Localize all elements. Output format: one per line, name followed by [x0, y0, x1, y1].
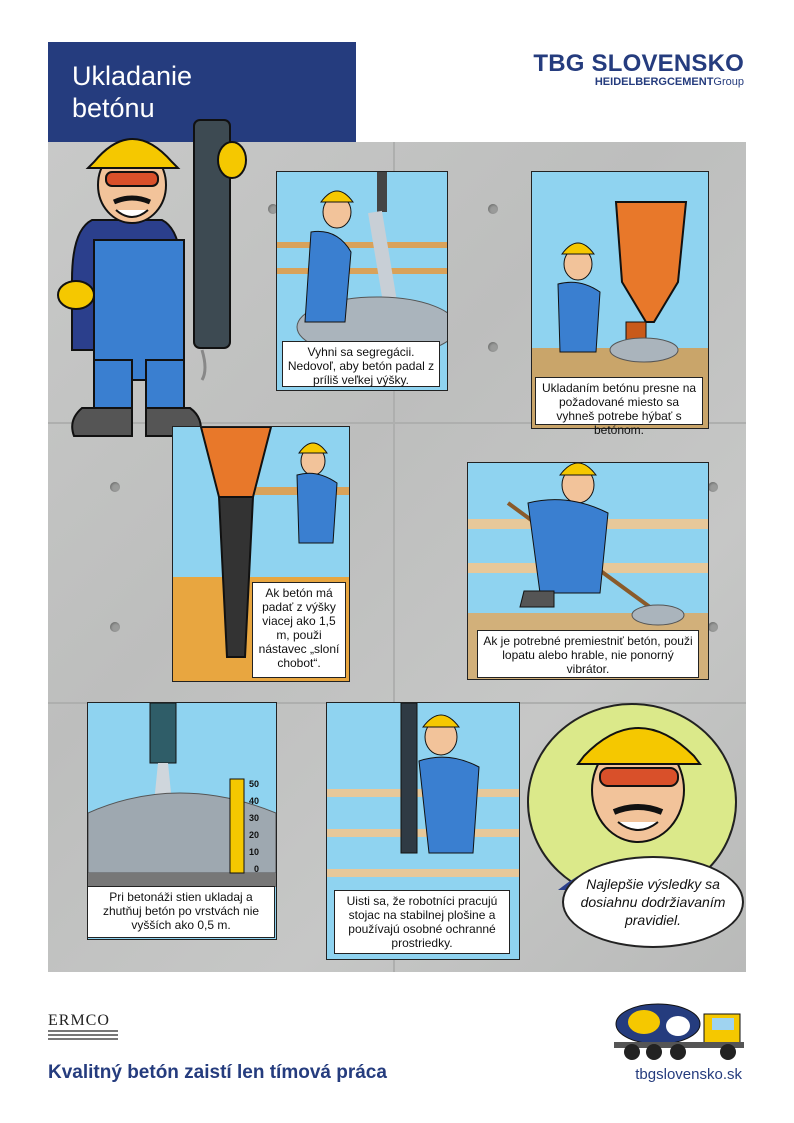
scale-mark: 40: [248, 796, 259, 806]
caption-layers: Pri betonáži stien ukladaj a zhutňuj betón po vrstvách nie vyšších ako 0,5 m.: [87, 886, 275, 938]
website-link[interactable]: tbgslovensko.sk: [635, 1066, 742, 1083]
wall-bolt: [488, 204, 498, 214]
scale-mark: 50: [248, 779, 259, 789]
brand-sub-bold: HEIDELBERGCEMENT: [594, 76, 714, 88]
scale-mark: 30: [248, 813, 259, 823]
scale-mark: 20: [248, 830, 259, 840]
title-line-2: betónu: [72, 93, 155, 123]
scale-mark: 0: [253, 864, 259, 874]
caption-elephant-trunk: Ak betón má padať z výšky viacej ako 1,5 m, použi nástavec „sloní chobot“.: [252, 582, 346, 678]
mixer-truck-icon: [604, 996, 750, 1062]
caption-segregation: Vyhni sa segregácii. Nedovoľ, aby betón padal z príliš veľkej výšky.: [282, 341, 440, 387]
wall-bolt: [708, 482, 718, 492]
wall-bolt: [110, 622, 120, 632]
caption-platform: Uisti sa, že robotníci pracujú stojac na stabilnej plošine a používajú osobné ochranné prostriedky.: [334, 890, 510, 954]
wall-bolt: [708, 622, 718, 632]
title-line-1: Ukladanie: [72, 61, 193, 91]
speech-bubble: Najlepšie výsledky sa dosiahnu dodržiavaním pravidiel.: [562, 856, 744, 948]
ermco-logo: ERMCO: [48, 1012, 110, 1029]
ermco-logo-lines: [48, 1030, 118, 1042]
height-scale: [245, 776, 259, 878]
brand-logo: [533, 50, 744, 88]
wall-bolt: [488, 342, 498, 352]
caption-placement: Ukladaním betónu presne na požadované miesto sa vyhneš potrebe hýbať s betónom.: [535, 377, 703, 425]
wall-bolt: [110, 482, 120, 492]
mascot-worker-illustration: [32, 110, 252, 450]
brand-name: TBG SLOVENSKO: [533, 50, 744, 77]
scale-mark: 10: [248, 847, 259, 857]
footer-tagline: Kvalitný betón zaistí len tímová práca: [48, 1062, 387, 1083]
caption-shovel: Ak je potrebné premiestniť betón, použi lopatu alebo hrable, nie ponorný vibrátor.: [477, 630, 699, 678]
brand-sub-regular: Group: [713, 76, 744, 88]
